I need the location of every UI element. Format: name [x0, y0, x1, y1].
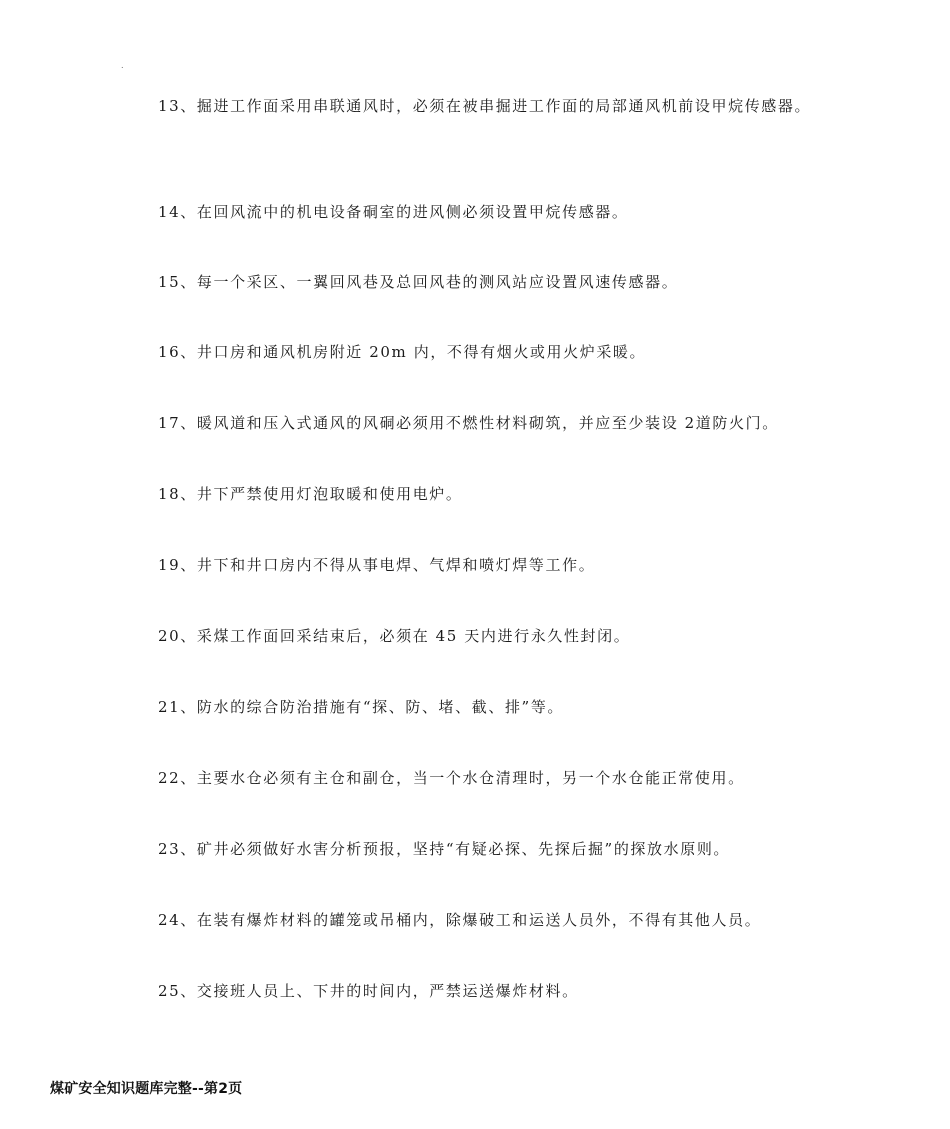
- list-item: 18、井下严禁使用灯泡取暖和使用电炉。: [158, 485, 463, 503]
- list-item: 16、井口房和通风机房附近 20m 内，不得有烟火或用火炉采暖。: [158, 343, 647, 361]
- list-item: 13、掘进工作面采用串联通风时，必须在被串掘进工作面的局部通风机前设甲烷传感器。: [158, 97, 812, 115]
- list-item: 15、每一个采区、一翼回风巷及总回风巷的测风站应设置风速传感器。: [158, 273, 679, 291]
- top-mark: .: [121, 61, 124, 70]
- list-item: 25、交接班人员上、下井的时间内，严禁运送爆炸材料。: [158, 982, 579, 1000]
- list-item: 22、主要水仓必须有主仓和副仓，当一个水仓清理时，另一个水仓能正常使用。: [158, 769, 745, 787]
- list-item: 23、矿井必须做好水害分析预报，坚持“有疑必探、先探后掘”的探放水原则。: [158, 840, 731, 858]
- list-item: 19、井下和井口房内不得从事电焊、气焊和喷灯焊等工作。: [158, 556, 596, 574]
- list-item: 24、在装有爆炸材料的罐笼或吊桶内，除爆破工和运送人员外，不得有其他人员。: [158, 911, 762, 929]
- list-item: 14、在回风流中的机电设备硐室的进风侧必须设置甲烷传感器。: [158, 203, 629, 221]
- list-item: 17、暖风道和压入式通风的风硐必须用不燃性材料砌筑，并应至少装设 2道防火门。: [158, 414, 779, 432]
- list-item: 21、防水的综合防治措施有“探、防、堵、截、排”等。: [158, 698, 565, 716]
- list-item: 20、采煤工作面回采结束后，必须在 45 天内进行永久性封闭。: [158, 627, 631, 645]
- page-footer: 煤矿安全知识题库完整--第2页: [50, 1081, 243, 1097]
